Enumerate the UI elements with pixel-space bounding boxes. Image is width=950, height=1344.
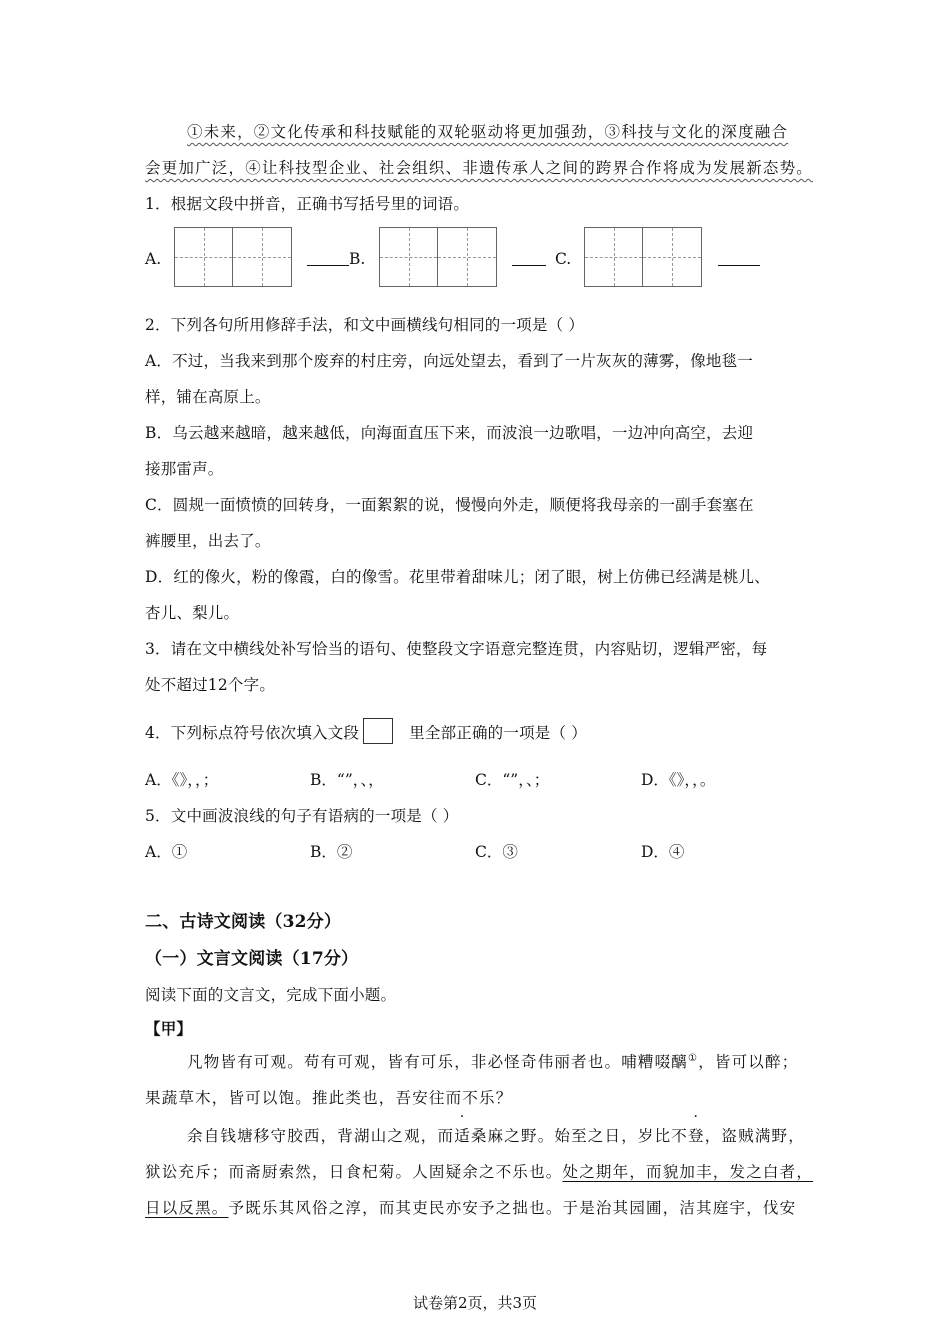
classical-p2-line-1-mid: 桑麻之野。始至之日，岁比不 [470, 1127, 689, 1145]
question-4-option-c[interactable]: C．“”，、； [475, 771, 550, 789]
question-2-option-b-line-1: B．乌云越来越暗，越来越低，向海面直压下来，而波浪一边歌唱，一边冲向高空，去迎 [145, 424, 754, 442]
question-4-option-a[interactable]: A．《》，，； [145, 771, 219, 789]
question-2-option-c-line-1: C．圆规一面愤愤的回转身，一面絮絮的说，慢慢向外走，顺便将我母亲的一副手套塞在 [145, 496, 754, 514]
question-3-line-2: 处不超过12个字。 [145, 676, 276, 694]
reading-instruction: 阅读下面的文言文，完成下面小题。 [145, 986, 397, 1004]
classical-p2-line-3-text: 予既乐其风俗之淳，而其吏民亦安予之拙也。于是治其园圃，洁其庭宇，伐安 [228, 1199, 797, 1217]
question-5-option-b[interactable]: B．② [310, 843, 353, 861]
classical-p2-line-1-text: 余自钱塘移守胶西，背湖山之观，而 [187, 1127, 455, 1145]
underlined-sentence-part-2: 日以反黑。 [145, 1199, 229, 1217]
option-a-label: A. [145, 250, 162, 268]
question-2-stem: 2．下列各句所用修辞手法，和文中画横线句相同的一项是（ ） [145, 316, 585, 334]
classical-p1-line-1-tail: ，皆可以醉； [698, 1053, 799, 1071]
question-4-stem-post: 里全部正确的一项是（ ） [409, 724, 587, 742]
passage-line-2: 会更加广泛，④让科技型企业、社会组织、非遗传承人之间的跨界合作将成为发展新态势。 [145, 159, 814, 177]
classical-p1-line-1 [187, 1050, 798, 1072]
question-2-option-d-line-1: D．红的像火，粉的像霞，白的像雪。花里带着甜味儿；闭了眼，树上仿佛已经满是桃儿、 [145, 568, 770, 586]
classical-p2-line-3 [145, 1196, 796, 1218]
option-b-label: B. [349, 250, 366, 268]
question-4-stem-pre: 4．下列标点符号依次填入文段 [145, 724, 360, 742]
classical-p2-line-2 [145, 1160, 813, 1182]
answer-blank-a[interactable] [307, 265, 349, 266]
section-2-subtitle: （一）文言文阅读（17分） [145, 949, 359, 969]
question-1-stem: 1．根据文段中拼音，正确书写括号里的词语。 [145, 195, 470, 213]
answer-grid-a[interactable] [174, 227, 292, 287]
option-c-label: C. [555, 250, 572, 268]
question-5-option-d[interactable]: D．④ [641, 843, 685, 861]
dotted-word-deng: 登 [688, 1127, 705, 1145]
answer-blank-b[interactable] [512, 265, 546, 266]
footnote-marker: ① [688, 1052, 699, 1064]
dotted-word-shi: 适 [454, 1127, 471, 1145]
question-3-line-1: 3．请在文中横线处补写恰当的语句、使整段文字语意完整连贯，内容贴切，逻辑严密，每 [145, 640, 768, 658]
question-5-stem: 5．文中画波浪线的句子有语病的一项是（ ） [145, 807, 459, 825]
question-5-option-c[interactable]: C．③ [475, 843, 518, 861]
question-1-answer-row [145, 227, 805, 287]
page-footer: 试卷第2页，共3页 [412, 1294, 538, 1312]
passage-line-1: ①未来，②文化传承和科技赋能的双轮驱动将更加强劲，③科技与文化的深度融合 [187, 123, 789, 141]
blank-box-icon [363, 718, 393, 744]
underlined-sentence-part-1: 处之期年，而貌加丰，发之白者， [562, 1163, 814, 1181]
question-2-option-d-line-2: 杏儿、梨儿。 [145, 604, 240, 622]
section-2-title: 二、古诗文阅读（32分） [145, 912, 342, 932]
question-2-option-a-line-2: 样，铺在高原上。 [145, 388, 271, 406]
classical-p1-line-1-text: 凡物皆有可观。苟有可观，皆有可乐，非必怪奇伟丽者也。哺糟啜醨 [187, 1053, 689, 1071]
classical-p1-line-2: 果蔬草木，皆可以饱。推此类也，吾安往而不乐？ [145, 1089, 513, 1107]
classical-p2-line-1-tail: ，盗贼满野， [704, 1127, 805, 1145]
question-2-option-a-line-1: A．不过，当我来到那个废弃的村庄旁，向远处望去，看到了一片灰灰的薄雾，像地毯一 [145, 352, 753, 370]
classical-p2-line-2-text: 狱讼充斥；而斋厨索然，日食杞菊。人固疑余之不乐也。 [145, 1163, 563, 1181]
classical-p2-line-1 [187, 1124, 805, 1146]
question-2-option-c-line-2: 裤腰里，出去了。 [145, 532, 271, 550]
question-2-option-b-line-2: 接那雷声。 [145, 460, 224, 478]
answer-grid-c[interactable] [584, 227, 702, 287]
question-4-stem [145, 718, 587, 744]
question-4-option-d[interactable]: D．《》，，。 [641, 771, 716, 789]
question-4-option-b[interactable]: B．“”，、， [310, 771, 384, 789]
answer-blank-c[interactable] [718, 265, 760, 266]
passage-tag: 【甲】 [145, 1019, 193, 1038]
question-5-option-a[interactable]: A．① [145, 843, 188, 861]
answer-grid-b[interactable] [379, 227, 497, 287]
